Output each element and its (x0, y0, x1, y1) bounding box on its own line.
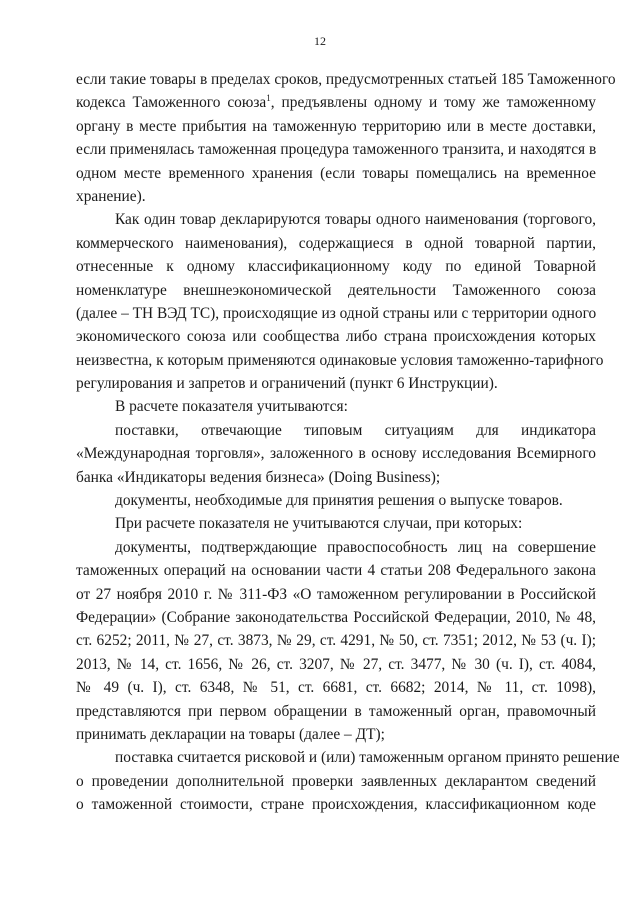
text-line: номенклатуре внешнеэкономической деятельности Таможенного союза (76, 281, 596, 299)
text-line: 2013, № 14, ст. 1656, № 26, ст. 3207, № 27, ст. 3477, № 30 (ч. I), ст. 4084, (76, 655, 596, 673)
text-line: коммерческого наименования), содержащиеся в одной товарной партии, (76, 234, 596, 252)
text-line: (далее – ТН ВЭД ТС), происходящие из одной страны или с территории одного (76, 304, 597, 322)
text-line: документы, подтверждающие правоспособность лиц на совершение (115, 538, 596, 556)
text-line: банка «Индикаторы ведения бизнеса» (Doing Business); (76, 468, 441, 486)
text-segment: , предъявлены одному и тому же таможенному (270, 94, 596, 112)
text-line: регулирования и запретов и ограничений (пункт 6 Инструкции). (76, 375, 498, 393)
text-line: Федерации» (Собрание законодательства Российской Федерации, 2010, № 48, (76, 608, 596, 626)
text-line: отнесенные к одному классификационному коду по единой Товарной (76, 258, 596, 276)
text-line: органу в месте прибытия на таможенную территорию или в месте доставки, (76, 117, 596, 135)
text-line: поставка считается рисковой и (или) таможенным органом принято решение (115, 749, 620, 767)
text-line: принимать декларации на товары (далее – ДТ); (76, 725, 385, 743)
text-line: если применялась таможенная процедура таможенного транзита, и находятся в (76, 141, 597, 159)
page-number: 12 (314, 34, 326, 48)
text-line (76, 91, 596, 114)
body-text (76, 68, 620, 817)
text-line: таможенных операций на основании части 4 статьи 208 Федерального закона (76, 562, 596, 580)
text-line: № 49 (ч. I), ст. 6348, № 51, ст. 6681, ст. 6682; 2014, № 11, ст. 1098), (76, 679, 596, 697)
text-line: одном месте временного хранения (если товары помещались на временное (76, 164, 596, 182)
text-line: экономического союза или сообщества либо страна происхождения которых (76, 328, 596, 346)
text-line: представляются при первом обращении в таможенный орган, правомочный (76, 702, 596, 720)
text-line: поставки, отвечающие типовым ситуациям для индикатора (115, 421, 596, 439)
text-line: хранение). (76, 187, 146, 205)
text-line: При расчете показателя не учитываются случаи, при которых: (115, 515, 523, 533)
text-segment: кодекса Таможенного союза (76, 94, 267, 112)
text-line: о таможенной стоимости, стране происхождения, классификационном коде (76, 796, 596, 814)
text-line: неизвестна, к которым применяются одинаковые условия таможенно-тарифного (76, 351, 604, 369)
text-line: от 27 ноября 2010 г. № 311-ФЗ «О таможенном регулировании в Российской (76, 585, 596, 603)
text-line: Как один товар декларируются товары одного наименования (торгового, (115, 211, 596, 229)
text-line: В расчете показателя учитываются: (115, 398, 348, 416)
footnote-marker: 1 (266, 93, 271, 104)
text-line: документы, необходимые для принятия решения о выпуске товаров. (115, 492, 563, 510)
text-line: если такие товары в пределах сроков, предусмотренных статьей 185 Таможенного (76, 71, 616, 88)
text-line: «Международная торговля», заложенного в основу исследования Всемирного (76, 445, 596, 463)
text-line: ст. 6252; 2011, № 27, ст. 3873, № 29, ст. 4291, № 50, ст. 7351; 2012, № 53 (ч. I); (76, 632, 596, 650)
text-line: о проведении дополнительной проверки заявленных декларантом сведений (76, 772, 596, 790)
